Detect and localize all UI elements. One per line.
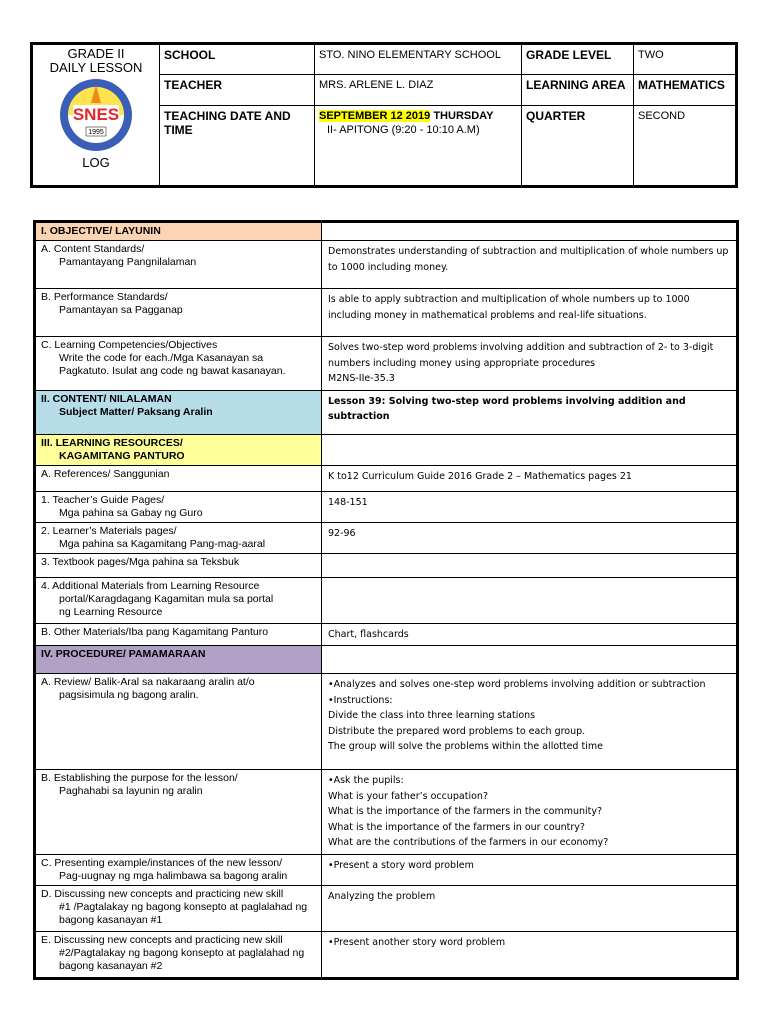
title-line2: DAILY LESSON [49, 60, 143, 75]
teacher-value: MRS. ARLENE L. DIAZ [315, 75, 522, 106]
area-value: MATHEMATICS [634, 75, 736, 106]
references-label: A. References/ Sanggunian [36, 465, 322, 491]
objective-title: I. OBJECTIVE/ LAYUNIN [36, 223, 322, 241]
content-standards-label: A. Content Standards/ Pamantayang Pangnilalaman [36, 241, 322, 289]
teacher-label: TEACHER [160, 75, 315, 106]
procedure-title: IV. PROCEDURE/ PAMAMARAAN [36, 646, 322, 674]
title-line3: LOG [82, 155, 110, 170]
presenting-label: C. Presenting example/instances of the new lesson/ Pag-uugnay ng mga halimbawa sa bagong aralin [36, 854, 322, 885]
review-value: •Analyzes and solves one-step word problems involving addition or subtraction •Instructions: Divide the class into three learning stations Distribute the prepared word problems to each group. The group will solve the problems within the allotted time [322, 674, 737, 770]
teachers-guide-value: 148-151 [322, 491, 737, 522]
logo-year: 1995 [88, 129, 104, 136]
area-label: LEARNING AREA [522, 75, 634, 106]
teachers-guide-label: 1. Teacher’s Guide Pages/ Mga pahina sa Gabay ng Guro [36, 491, 322, 522]
performance-standards-value: Is able to apply subtraction and multiplication of whole numbers up to 1000 including money in mathematical problems and real-life situations. [322, 289, 737, 337]
header-table [30, 42, 738, 188]
content-value: Lesson 39: Solving two-step word problems involving addition and subtraction [322, 390, 737, 434]
resources-title: III. LEARNING RESOURCES/ KAGAMITANG PANTURO [36, 434, 322, 465]
review-label: A. Review/ Balik-Aral sa nakaraang aralin at/o pagsisimula ng bagong aralin. [36, 674, 322, 770]
competencies-value: Solves two-step word problems involving addition and subtraction of 2- to 3-digit numbers including money using appropriate procedures M2NS-IIe-35.3 [322, 337, 737, 391]
discussing-2-value: •Present another story word problem [322, 931, 737, 977]
objective-empty [322, 223, 737, 241]
school-logo [51, 75, 141, 153]
discussing-1-value: Analyzing the problem [322, 885, 737, 931]
section-value: II- APITONG (9:20 - 10:10 A.M) [327, 124, 480, 136]
lesson-table [33, 220, 739, 980]
discussing-1-label: D. Discussing new concepts and practicing new skill #1 /Pagtalakay ng bagong konsepto at paglalahad ng bagong kasanayan #1 [36, 885, 322, 931]
date-value: SEPTEMBER 12 2019 [319, 110, 431, 122]
presenting-value: •Present a story word problem [322, 854, 737, 885]
date-label: TEACHING DATE AND TIME [160, 106, 315, 186]
school-label: SCHOOL [160, 45, 315, 75]
textbook-value [322, 553, 737, 577]
references-value: K to12 Curriculum Guide 2016 Grade 2 – Mathematics pages 21 [322, 465, 737, 491]
discussing-2-label: E. Discussing new concepts and practicing new skill #2/Pagtalakay ng bagong konsepto at paglalahad ng bagong kasanayan #2 [36, 931, 322, 977]
purpose-value: •Ask the pupils: What is your father’s occupation? What is the importance of the farmers in the community? What is the importance of the farmers in our country? What are the contributions of the farmers in our economy? [322, 770, 737, 855]
performance-standards-label: B. Performance Standards/ Pamantayan sa Pagganap [36, 289, 322, 337]
school-value: STO. NINO ELEMENTARY SCHOOL [315, 45, 522, 75]
purpose-label: B. Establishing the purpose for the lesson/ Paghahabi sa layunin ng aralin [36, 770, 322, 855]
grade-label: GRADE LEVEL [522, 45, 634, 75]
learners-materials-label: 2. Learner’s Materials pages/ Mga pahina sa Kagamitang Pang-mag-aaral [36, 522, 322, 553]
other-materials-label: B. Other Materials/Iba pang Kagamitang Panturo [36, 623, 322, 646]
other-materials-value: Chart, flashcards [322, 623, 737, 646]
procedure-empty [322, 646, 737, 674]
quarter-value: SECOND [634, 106, 736, 186]
textbook-label: 3. Textbook pages/Mga pahina sa Teksbuk [36, 553, 322, 577]
date-cell [315, 106, 522, 186]
competencies-label: C. Learning Competencies/Objectives Write the code for each./Mga Kasanayan sa Pagkatuto. Isulat ang code ng bawat kasanayan. [36, 337, 322, 391]
logo-text: SNES [72, 105, 120, 124]
quarter-label: QUARTER [522, 106, 634, 186]
content-title: II. CONTENT/ NILALAMAN Subject Matter/ Paksang Aralin [36, 390, 322, 434]
content-standards-value: Demonstrates understanding of subtraction and multiplication of whole numbers up to 1000 including money. [322, 241, 737, 289]
learners-materials-value: 92-96 [322, 522, 737, 553]
grade-value: TWO [634, 45, 736, 75]
additional-materials-label: 4. Additional Materials from Learning Resource portal/Karagdagang Kagamitan mula sa portal ng Learning Resource [36, 577, 322, 623]
competency-code: M2NS-IIe-35.3 [328, 373, 395, 384]
day-value: THURSDAY [430, 110, 494, 122]
title-logo-cell [33, 45, 160, 186]
title-line1: GRADE II [67, 46, 125, 61]
additional-materials-value [322, 577, 737, 623]
resources-empty [322, 434, 737, 465]
